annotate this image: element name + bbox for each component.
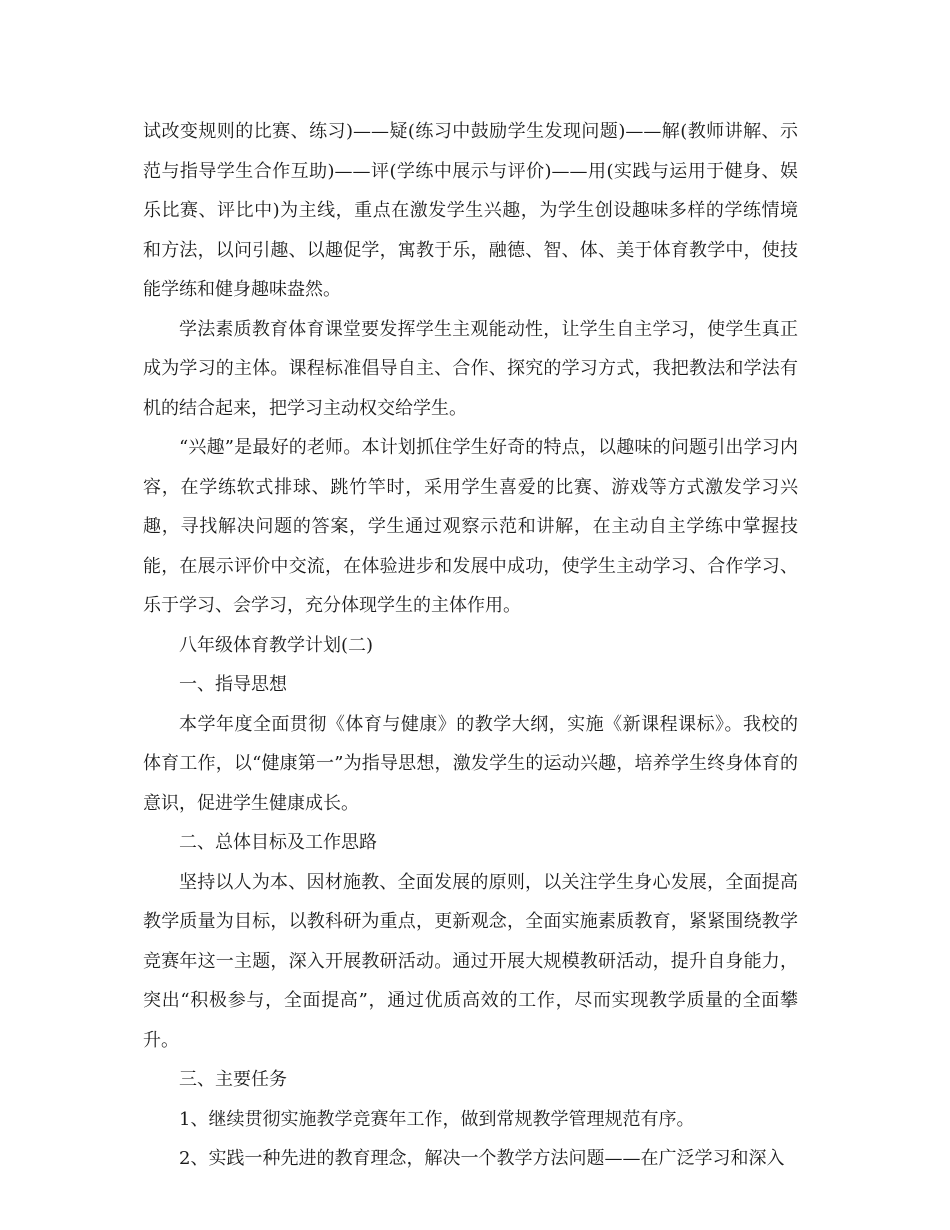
paragraph-guiding-ideology: 本学年度全面贯彻《体育与健康》的教学大纲，实施《新课程课标》。我校的体育工作，以“健康第一”为指导思想，激发学生的运动兴趣，培养学生终身体育的意识，促进学生健康成长。 bbox=[143, 713, 798, 814]
heading-main-tasks: 三、主要任务 bbox=[179, 1069, 287, 1090]
paragraph-overall-goals: 坚持以人为本、因材施教、全面发展的原则，以关注学生身心发展，全面提高教学质量为目标，以教科研为重点，更新观念，全面实施素质教育，紧紧围绕教学竞赛年这一主题，深入开展教研活动。通过开展大规模教研活动，提升自身能力，突出“积极参与，全面提高”，通过优质高效的工作，尽而实现教学质量的全面攀升。 bbox=[143, 871, 798, 1051]
list-item-task-2: 2、实践一种先进的教育理念，解决一个教学方法问题——在广泛学习和深入 bbox=[179, 1148, 785, 1169]
heading-overall-goals: 二、总体目标及工作思路 bbox=[179, 832, 377, 853]
section-title-plan-two: 八年级体育教学计划(二) bbox=[179, 634, 374, 656]
paragraph-teaching-method: 试改变规则的比赛、练习)——疑(练习中鼓励学生发现问题)——解(教师讲解、示范与指导学生合作互助)——评(学练中展示与评价)——用(实践与运用于健身、娱乐比赛、评比中)为主线，重点在激发学生兴趣，为学生创设趣味多样的学练情境和方法，以问引趣、以趣促学，寓教于乐，融德、智、体、美于体育教学中，使技能学练和健身趣味盎然。 bbox=[143, 121, 798, 300]
heading-guiding-ideology: 一、指导思想 bbox=[179, 674, 287, 695]
paragraph-learning-method: 学法素质教育体育课堂要发挥学生主观能动性，让学生自主学习，使学生真正成为学习的主体。课程标准倡导自主、合作、探究的学习方式，我把教法和学法有机的结合起来，把学习主动权交给学生。 bbox=[143, 318, 798, 419]
document-page bbox=[143, 112, 798, 1179]
paragraph-interest: “兴趣”是最好的老师。本计划抓住学生好奇的特点，以趣味的问题引出学习内容，在学练软式排球、跳竹竿时，采用学生喜爱的比赛、游戏等方式激发学习兴趣，寻找解决问题的答案，学生通过观察示范和讲解，在主动自主学练中掌握技能，在展示评价中交流，在体验进步和发展中成功，使学生主动学习、合作学习、乐于学习、会学习，充分体现学生的主体作用。 bbox=[143, 437, 798, 616]
list-item-task-1: 1、继续贯彻实施教学竞赛年工作，做到常规教学管理规范有序。 bbox=[179, 1108, 695, 1130]
